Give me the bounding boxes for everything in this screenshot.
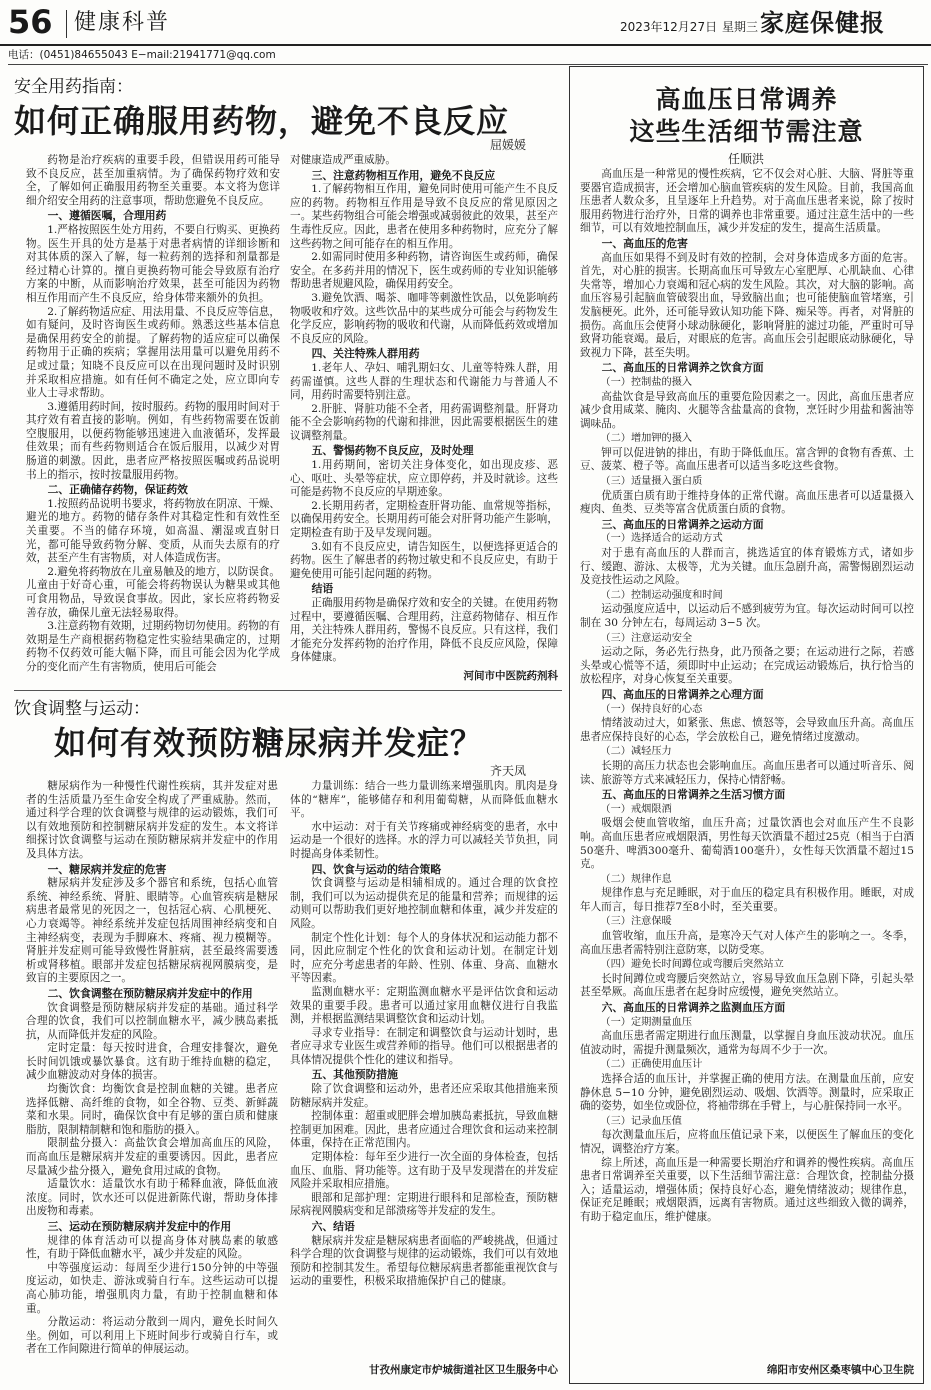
- masthead-divider: [66, 10, 67, 38]
- paragraph: 中等强度运动：每周至少进行150分钟的中等强度运动，如快走、游泳或骑自行车。这些运动可以提高心肺功能，增强肌肉力量，有助于控制血糖和体重。: [26, 1261, 278, 1315]
- sub-subheading: （三）注意保暖: [600, 916, 672, 928]
- paragraph: 2.了解药物适应症、用法用量、不良反应等信息，如有疑问，及时咨询医生或药师。熟悉这些基本信息是确保用药安全的前提。了解药物的适应症可以确保药物用于正确的疾病；掌握用法用量可以避免用药不足或过量；知晓不良反应可以在出现问题时及时识别并采取相应措施。如有任何不确定之处，应立即向专业人士寻求帮助。: [26, 305, 280, 400]
- article3-title-line1: 高血压日常调养: [655, 85, 838, 114]
- paragraph: 情绪波动过大，如紧张、焦虑、愤怒等，会导致血压升高。高血压患者应保持良好的心态，学会放松自己，避免情绪过度激动。: [580, 717, 914, 743]
- paragraph: 1.了解药物相互作用，避免同时使用可能产生不良反应的药物。药物相互作用是导致不良反应的常见原因之一。某些药物组合可能会增强或减弱彼此的效果，甚至产生毒性反应。因此，患者在使用多种药物时，应充分了解这些药物之间可能存在的相互作用。: [290, 183, 558, 250]
- paragraph: 血管收缩，血压升高，是寒冷天气对人体产生的影响之一。冬季，高血压患者需特别注意防寒，以防受寒。: [580, 930, 914, 956]
- sub-subheading: （三）记录血压值: [600, 1115, 682, 1127]
- paragraph: 对健康造成严重威胁。: [290, 154, 396, 166]
- paragraph: 除了饮食调整和运动外，患者还应采取其他措施来预防糖尿病并发症。: [290, 1083, 558, 1109]
- subheading: 五、其他预防措施: [311, 1068, 398, 1082]
- sub-subheading: （二）减轻压力: [600, 746, 672, 758]
- subheading: 一、糖尿病并发症的危害: [47, 862, 167, 876]
- subheading: 一、遵循医嘱，合理用药: [47, 209, 167, 223]
- article3-source: 绵阳市安州区桑枣镇中心卫生院: [767, 1364, 914, 1376]
- paragraph: 钾可以促进钠的排出，有助于降低血压。富含钾的食物有香蕉、土豆、菠菜、橙子等。高血压患者可以适当多吃这些食物。: [580, 446, 914, 473]
- page-number: 56: [8, 3, 53, 41]
- article1-column-1: [26, 154, 280, 688]
- article2-column-2: [290, 780, 558, 1360]
- paragraph: 高血压是一种常见的慢性疾病，它不仅会对心脏、大脑、肾脏等重要器官造成损害，还会增加心脑血管疾病的发生风险。目前，我国高血压患者人数众多，且呈逐年上升趋势。对于高血压患者来说，除了按时服用药物进行治疗外，日常的调养也非常重要。通过注意生活中的一些细节，可以有效地控制血压，减少并发症的发生，提高生活质量。: [580, 168, 914, 235]
- article3-title: [569, 84, 924, 148]
- paragraph: 综上所述，高血压是一种需要长期治疗和调养的慢性疾病。高血压患者日常调养至关重要，以下生活细节需注意：合理饮食，控制盐分摄入；适量运动，增强体质；保持良好心态，避免情绪波动；规律作息，保证充足睡眠；戒烟限酒，远离有害物质。通过这些细致入微的调养，有助于稳定血压，维护健康。: [580, 1156, 914, 1223]
- article1-column-2: [290, 154, 558, 670]
- sub-subheading: （二）增加钾的摄入: [600, 433, 693, 445]
- subheading: 二、高血压的日常调养之饮食方面: [601, 361, 764, 375]
- issue-date: 2023年12月27日: [620, 20, 718, 34]
- paragraph: 糖尿病并发症涉及多个器官和系统，包括心血管系统、神经系统、肾脏、眼睛等。心血管疾病是糖尿病患者最常见的死因之一，包括冠心病、心肌梗死、心力衰竭等。神经系统并发症包括周围神经病变和自主神经病变，表现为手脚麻木、疼痛、视力模糊等。肾脏并发症则可能导致慢性肾脏病，甚至最终需要透析或肾移植。眼部并发症包括糖尿病视网膜病变，是致盲的主要原因之一。: [26, 877, 278, 985]
- article2-kicker: 饮食调整与运动：: [14, 699, 150, 719]
- article2-column-1: [26, 780, 278, 1384]
- paragraph: 1.用药期间，密切关注身体变化，如出现皮疹、恶心、呕吐、头晕等症状，应立即停药，并及时就诊。这些可能是药物不良反应的早期迹象。: [290, 459, 558, 499]
- paragraph: 控制体重：超重或肥胖会增加胰岛素抵抗，导致血糖控制更加困难。因此，患者应通过合理饮食和运动来控制体重，保持在正常范围内。: [290, 1110, 558, 1150]
- paragraph: 2.肝脏、肾脏功能不全者，用药需调整剂量。肝肾功能不全会影响药物的代谢和排泄，因此需要根据医生的建议调整剂量。: [290, 402, 558, 442]
- subheading: 三、注意药物相互作用，避免不良反应: [311, 168, 496, 182]
- paragraph: 2.如需同时使用多种药物，请咨询医生或药师，确保安全。在多药并用的情况下，医生或药师的专业知识能够帮助患者规避风险，确保用药安全。: [290, 251, 558, 291]
- paragraph: 长时间蹲位或弯腰后突然站立，容易导致血压急剧下降，引起头晕甚至晕厥。高血压患者在起身时应缓慢，避免突然站立。: [580, 972, 914, 999]
- subheading: 结语: [311, 582, 334, 596]
- paragraph: 运动之际，务必先行热身，此乃预备之要；在运动进行之际，若感头晕或心慌等不适，须即时中止运动；在完成运动锻炼后，执行恰当的放松程序，对身心恢复至关重要。: [580, 646, 914, 686]
- paragraph: 适量饮水：适量饮水有助于稀释血液，降低血液浓度。同时，饮水还可以促进新陈代谢，帮助身体排出废物和毒素。: [26, 1178, 278, 1218]
- paragraph: 3.注意药物有效期，过期药物切勿使用。药物的有效期是生产商根据药物稳定性实验结果确定的，过期药物不仅药效可能大幅下降，而且可能会因为化学成分的变化而产生有害物质，使用后可能会: [26, 620, 280, 673]
- sub-subheading: （一）控制盐的摄入: [600, 376, 693, 388]
- subheading: 三、运动在预防糖尿病并发症中的作用: [47, 1220, 232, 1233]
- article3-body: [580, 168, 914, 1358]
- article2-title: 如何有效预防糖尿病并发症？: [54, 724, 484, 762]
- paragraph: 吸烟会使血管收缩，血压升高；过量饮酒也会对血压产生不良影响。高血压患者应戒烟限酒，男性每天饮酒量不超过25克（相当于白酒50毫升、啤酒300毫升、葡萄酒100毫升），女性每天饮酒量不超过15克。: [580, 817, 914, 871]
- subheading: 二、正确储存药物，保证药效: [47, 483, 188, 497]
- sub-subheading: （一）保持良好的心态: [600, 703, 703, 715]
- paragraph: 3.避免饮酒、喝茶、咖啡等刺激性饮品，以免影响药物吸收和疗效。这些饮品中的某些成分可能会与药物发生化学反应，影响药物的吸收和代谢，从而降低药效或增加不良反应的风险。: [290, 291, 558, 345]
- paragraph: 2.长期用药者，定期检查肝肾功能、血常规等指标，以确保用药安全。长期用药可能会对肝肾功能产生影响，定期检查有助于及早发现问题。: [290, 499, 558, 540]
- contact-line: 电话：(0451)84655043 E−mail:21941771@qq.com: [8, 48, 928, 65]
- paragraph: 糖尿病并发症是糖尿病患者面临的严峻挑战，但通过科学合理的饮食调整与规律的运动锻炼，我们可以有效地预防和控制其发生。希望每位糖尿病患者都能重视饮食与运动的重要性，积极采取措施保护自己的健康。: [290, 1234, 558, 1288]
- paragraph: 2.避免将药物放在儿童易触及的地方，以防误食。儿童由于好奇心重，可能会将药物误认为糖果或其他可食用物品，导致误食事故。因此，家长应将药物妥善存放，确保儿童无法轻易取得。: [26, 565, 280, 619]
- article1-kicker: 安全用药指南：: [14, 77, 133, 97]
- paragraph: 监测血糖水平：定期监测血糖水平是评估饮食和运动效果的重要手段。患者可以通过家用血糖仪进行自我监测，并根据监测结果调整饮食和运动计划。: [290, 985, 558, 1026]
- paragraph: 选择合适的血压计，并掌握正确的使用方法。在测量血压前，应安静休息 5−10 分钟，避免剧烈运动、吸烟、饮酒等。测量时，应采取正确的姿势，如坐位或卧位，将袖带绑在手臂上，与心脏保持同一水平。: [580, 1073, 914, 1113]
- paragraph: 糖尿病作为一种慢性代谢性疾病，其并发症对患者的生活质量乃至生命安全构成了严重威胁。然而，通过科学合理的饮食调整与规律的运动锻炼，我们可以有效地预防和控制糖尿病并发症的发生。本文将详细探讨饮食调整与运动在预防糖尿病并发症中的作用及具体方法。: [26, 780, 278, 860]
- subheading: 六、结语: [311, 1220, 355, 1233]
- article3-author: 任顺洪: [728, 152, 765, 166]
- sub-subheading: （二）规律作息: [600, 873, 672, 885]
- paragraph: 均衡饮食：均衡饮食是控制血糖的关键。患者应选择低糖、高纤维的食物，如全谷物、豆类、新鲜蔬菜和水果。同时，确保饮食中有足够的蛋白质和健康脂肪，限制精制糖和饱和脂肪的摄入。: [26, 1083, 278, 1136]
- subheading: 四、饮食与运动的结合策略: [311, 862, 442, 876]
- paragraph: 定期体检：每年至少进行一次全面的身体检查，包括血压、血脂、肾功能等。这有助于及早发现潜在的并发症风险并采取相应措施。: [290, 1151, 558, 1191]
- paragraph: 3.如有不良反应史，请告知医生，以便选择更适合的药物。医生了解患者的药物过敏史和不良反应史，有助于避免使用可能引起问题的药物。: [290, 540, 558, 580]
- subheading: 五、高血压的日常调养之生活习惯方面: [601, 788, 786, 802]
- sub-subheading: （四）避免长时间蹲位或弯腰后突然站立: [600, 959, 784, 971]
- subheading: 四、关注特殊人群用药: [311, 347, 420, 361]
- article1-source: 河间市中医院药剂科: [463, 670, 558, 682]
- masthead: [0, 0, 931, 46]
- paragraph: 优质蛋白质有助于维持身体的正常代谢。高血压患者可以适量摄入瘦肉、鱼类、豆类等富含优质蛋白质的食物。: [580, 489, 914, 516]
- subheading: 六、高血压的日常调养之监测血压方面: [601, 1001, 786, 1015]
- paragraph: 寻求专业指导：在制定和调整饮食与运动计划时，患者应寻求专业医生或营养师的指导。他们可以根据患者的具体情况提供个性化的建议和指导。: [290, 1026, 558, 1066]
- subheading: 五、警惕药物不良反应，及时处理: [311, 444, 474, 458]
- paragraph: 药物是治疗疾病的重要手段，但错误用药可能导致不良反应，甚至加重病情。为了确保药物疗效和安全，了解如何正确服用药物至关重要。本文将为您详细介绍安全用药的注意事项，帮助您避免不良反应。: [26, 154, 280, 207]
- paragraph: 限制盐分摄入：高盐饮食会增加高血压的风险，而高血压是糖尿病并发症的重要诱因。因此，患者应尽量减少盐分摄入，避免食用过咸的食物。: [26, 1137, 278, 1177]
- paragraph: 长期的高压力状态也会影响血压。高血压患者可以通过听音乐、阅读、旅游等方式来减轻压力，保持心情舒畅。: [580, 759, 914, 786]
- sub-subheading: （三）注意运动安全: [600, 632, 693, 644]
- subheading: 四、高血压的日常调养之心理方面: [601, 687, 764, 701]
- sub-subheading: （二）正确使用血压计: [600, 1059, 703, 1071]
- paragraph: 饮食调整是预防糖尿病并发症的基础。通过科学合理的饮食，我们可以控制血糖水平，减少胰岛素抵抗，从而降低并发症的风险。: [26, 1001, 278, 1041]
- article2-source: 甘孜州康定市炉城街道社区卫生服务中心: [369, 1364, 558, 1376]
- sub-subheading: （一）选择适合的运动方式: [600, 533, 723, 545]
- paragraph: 对于患有高血压的人群而言，挑选适宜的体育锻炼方式，诸如步行、缓跑、游泳、太极等，尤为关键。血压急剧升高，需警惕剧烈运动及竞技性运动之风险。: [580, 547, 914, 587]
- subheading: 二、饮食调整在预防糖尿病并发症中的作用: [47, 986, 253, 1000]
- sub-subheading: （三）适量摄入蛋白质: [600, 476, 703, 488]
- paragraph: 每次测量血压后，应将血压值记录下来，以便医生了解血压的变化情况，调整治疗方案。: [580, 1129, 914, 1155]
- article1-title: 如何正确服用药物，避免不良反应: [14, 102, 510, 140]
- paragraph: 高血压患者需定期进行血压测量，以掌握自身血压波动状况。血压值波动时，需提升测量频次，通常为每周不少于一次。: [580, 1030, 914, 1056]
- sub-subheading: （二）控制运动强度和时间: [600, 589, 723, 601]
- article1-author: 屈媛媛: [490, 138, 527, 152]
- paragraph: 1.按照药品说明书要求，将药物放在阴凉、干燥、避光的地方。药物的储存条件对其稳定性和有效性至关重要。不当的储存环境，如高温、潮湿或直射日光，都可能导致药物分解、变质，从而失去原有的疗效，甚至产生有害物质，对人体造成伤害。: [26, 497, 280, 565]
- paragraph: 高血压如果得不到及时有效的控制，会对身体造成多方面的危害。首先，对心脏的损害。长期高血压可导致左心室肥厚、心肌缺血、心律失常等，增加心力衰竭和冠心病的发生风险。其次，对大脑的影响。高血压容易引起脑血管破裂出血，导致脑出血；也可能使脑血管堵塞，引发脑梗死。此外，还可能导致认知功能下降、痴呆等。再者，对肾脏的损伤。高血压会使肾小球动脉硬化，影响肾脏的滤过功能，严重时可导致肾功能衰竭。最后，对眼底的危害。高血压会引起眼底动脉硬化，导致视力下降，甚至失明。: [580, 251, 914, 359]
- paragraph: 正确服用药物是确保疗效和安全的关键。在使用药物过程中，要遵循医嘱、合理用药，注意药物储存、相互作用，关注特殊人群用药，警惕不良反应。只有这样，我们才能充分发挥药物的治疗作用，降低不良反应风险，保障身体健康。: [290, 597, 558, 664]
- paragraph: 高盐饮食是导致高血压的重要危险因素之一。因此，高血压患者应减少食用咸菜、腌肉、火腿等含盐量高的食物，烹饪时少用盐和酱油等调味品。: [580, 390, 914, 430]
- paragraph: 水中运动：对于有关节疼痛或神经病变的患者，水中运动是一个很好的选择。水的浮力可以减轻关节负担，同时提高身体柔韧性。: [290, 820, 558, 860]
- subheading: 三、高血压的日常调养之运动方面: [601, 517, 764, 531]
- paragraph: 饮食调整与运动是相辅相成的。通过合理的饮食控制，我们可以为运动提供充足的能量和营养；而规律的运动则可以帮助我们更好地控制血糖和体重，减少并发症的风险。: [290, 877, 558, 930]
- paragraph: 1.严格按照医生处方用药，不要自行购买、更换药物。医生开具的处方是基于对患者病情的详细诊断和对其体质的深入了解，每一粒药剂的选择和剂量都是经过精心计算的。擅自更换药物可能会导致原有治疗方案的中断，从而影响治疗效果，甚至可能因为药物相互作用而产生不良反应，给身体带来额外的负担。: [26, 223, 280, 304]
- article-divider: [14, 690, 562, 691]
- subheading: 一、高血压的危害: [601, 236, 688, 250]
- paragraph: 3.遵循用药时间，按时服药。药物的服用时间对于其疗效有着直接的影响。例如，有些药物需要在饭前空腹服用，以便药物能够迅速进入血液循环，发挥最佳效果；而有些药物则适合在饭后服用，以减少对胃肠道的刺激。因此，患者应严格按照医嘱或药品说明书上的指示，按时按量服用药物。: [26, 400, 280, 481]
- section-title: 健康科普: [74, 10, 171, 35]
- sub-subheading: （一）戒烟限酒: [600, 803, 672, 815]
- paragraph: 制定个性化计划：每个人的身体状况和运动能力都不同，因此应制定个性化的饮食和运动计划。在制定计划时，应充分考虑患者的年龄、性别、体重、身高、血糖水平等因素。: [290, 931, 558, 985]
- paragraph: 眼部和足部护理：定期进行眼科和足部检查，预防糖尿病视网膜病变和足部溃疡等并发症的发生。: [290, 1191, 558, 1218]
- paragraph: 定时定量：每天按时进食，合理安排餐次，避免长时间饥饿或暴饮暴食。这有助于维持血糖的稳定，减少血糖波动对身体的损害。: [26, 1042, 278, 1082]
- paragraph: 力量训练：结合一些力量训练来增强肌肉。肌肉是身体的“糖库”，能够储存和利用葡萄糖，从而降低血糖水平。: [290, 780, 558, 820]
- paragraph: 1.老年人、孕妇、哺乳期妇女、儿童等特殊人群，用药需谨慎。这些人群的生理状态和代谢能力与普通人不同，用药时需要特别注意。: [290, 361, 558, 402]
- paragraph: 规律作息与充足睡眠，对于血压的稳定具有积极作用。睡眠，对成年人而言，每日推荐7至8小时，至关重要。: [580, 887, 914, 913]
- paragraph: 运动强度应适中，以运动后不感到疲劳为宜。每次运动时间可以控制在 30 分钟左右，每周运动 3−5 次。: [580, 603, 914, 629]
- article3-title-line2: 这些生活细节需注意: [629, 117, 864, 146]
- paragraph: 分散运动：将运动分散到一周内，避免长时间久坐。例如，可以利用上下班时间步行或骑自行车，或者在工作间隙进行简单的伸展运动。: [26, 1316, 278, 1356]
- sub-subheading: （一）定期测量血压: [600, 1016, 693, 1028]
- article2-author: 齐天凤: [490, 764, 527, 778]
- issue-weekday: 星期三: [722, 20, 759, 34]
- paragraph: 规律的体育活动可以提高身体对胰岛素的敏感性，有助于降低血糖水平，减少并发症的风险。: [26, 1234, 278, 1261]
- paper-name: 家庭保健报: [760, 8, 885, 37]
